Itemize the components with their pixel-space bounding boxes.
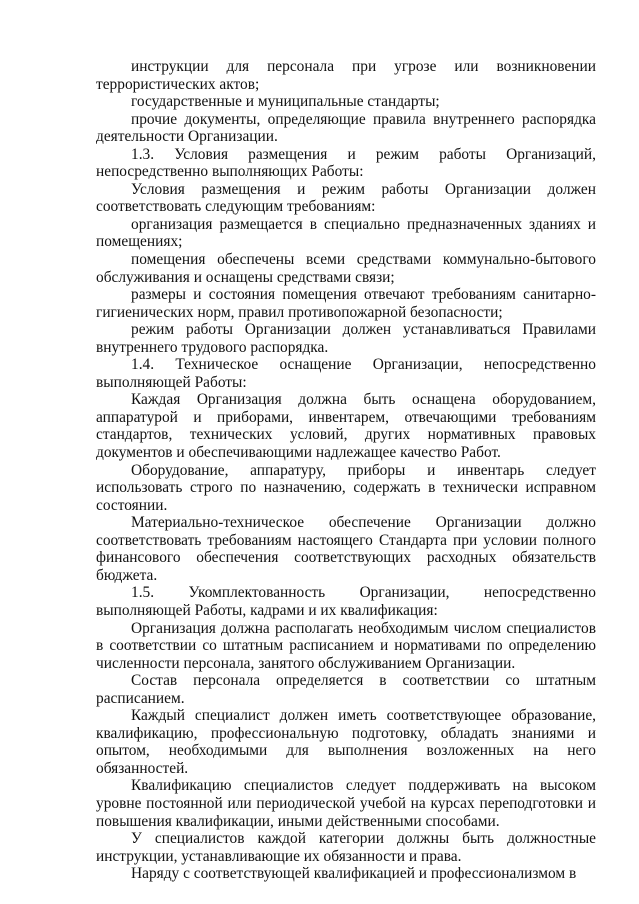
paragraph: Материально-техническое обеспечение Организации должно соответствовать требованиям настоящего Стандарта при условии полного финансового обеспечения соответствующих расходных обязательств бюджета. xyxy=(96,514,596,584)
paragraph: Каждый специалист должен иметь соответствующее образование, квалификацию, профессиональную подготовку, обладать знаниями и опытом, необходимыми для выполнения возложенных на него обязанностей. xyxy=(96,707,596,777)
paragraph: размеры и состояния помещения отвечают требованиям санитарно-гигиенических норм, правил противопожарной безопасности; xyxy=(96,286,596,321)
paragraph: Условия размещения и режим работы Организации должен соответствовать следующим требованиям: xyxy=(96,180,596,216)
paragraph: Квалификацию специалистов следует поддерживать на высоком уровне постоянной или периодической учебой на курсах переподготовки и повышения квалификации, иными действенными способами. xyxy=(96,777,596,830)
paragraph: Организация должна располагать необходимым числом специалистов в соответствии со штатным расписанием и нормативами по определению численности персонала, занятого обслуживанием Организации. xyxy=(96,619,596,672)
paragraph: У специалистов каждой категории должны быть должностные инструкции, устанавливающие их обязанности и права. xyxy=(96,830,596,865)
paragraph: Оборудование, аппаратуру, приборы и инвентарь следует использовать строго по назначению, содержать в технически исправном состоянии. xyxy=(96,461,596,514)
paragraph: Наряду с соответствующей квалификацией и профессионализмом в xyxy=(131,865,577,883)
paragraph: организация размещается в специально предназначенных зданиях и помещениях; xyxy=(96,215,596,251)
section-heading-1-3: 1.3. Условия размещения и режим работы Организаций, непосредственно выполняющих Работы: xyxy=(96,145,596,181)
paragraph: помещения обеспечены всеми средствами коммунально-бытового обслуживания и оснащены средствами связи; xyxy=(96,251,596,286)
document-body xyxy=(96,58,596,883)
section-heading-1-4: 1.4. Техническое оснащение Организации, непосредственно выполняющей Работы: xyxy=(96,356,596,391)
paragraph: инструкции для персонала при угрозе или возникновении террористических актов; xyxy=(96,58,596,93)
section-heading-1-5: 1.5. Укомплектованность Организации, непосредственно выполняющей Работы, кадрами и их квалификация: xyxy=(96,584,596,619)
paragraph: режим работы Организации должен устанавливаться Правилами внутреннего трудового распорядка. xyxy=(96,321,596,356)
paragraph: государственные и муниципальные стандарты; xyxy=(131,93,440,111)
paragraph: Состав персонала определяется в соответствии со штатным расписанием. xyxy=(96,672,596,707)
paragraph: Каждая Организация должна быть оснащена оборудованием, аппаратурой и приборами, инвентарем, отвечающими требованиям стандартов, технических условий, других нормативных правовых документов и обеспечивающими надлежащее качество Работ. xyxy=(96,391,596,462)
paragraph: прочие документы, определяющие правила внутреннего распорядка деятельности Организации. xyxy=(96,110,596,146)
